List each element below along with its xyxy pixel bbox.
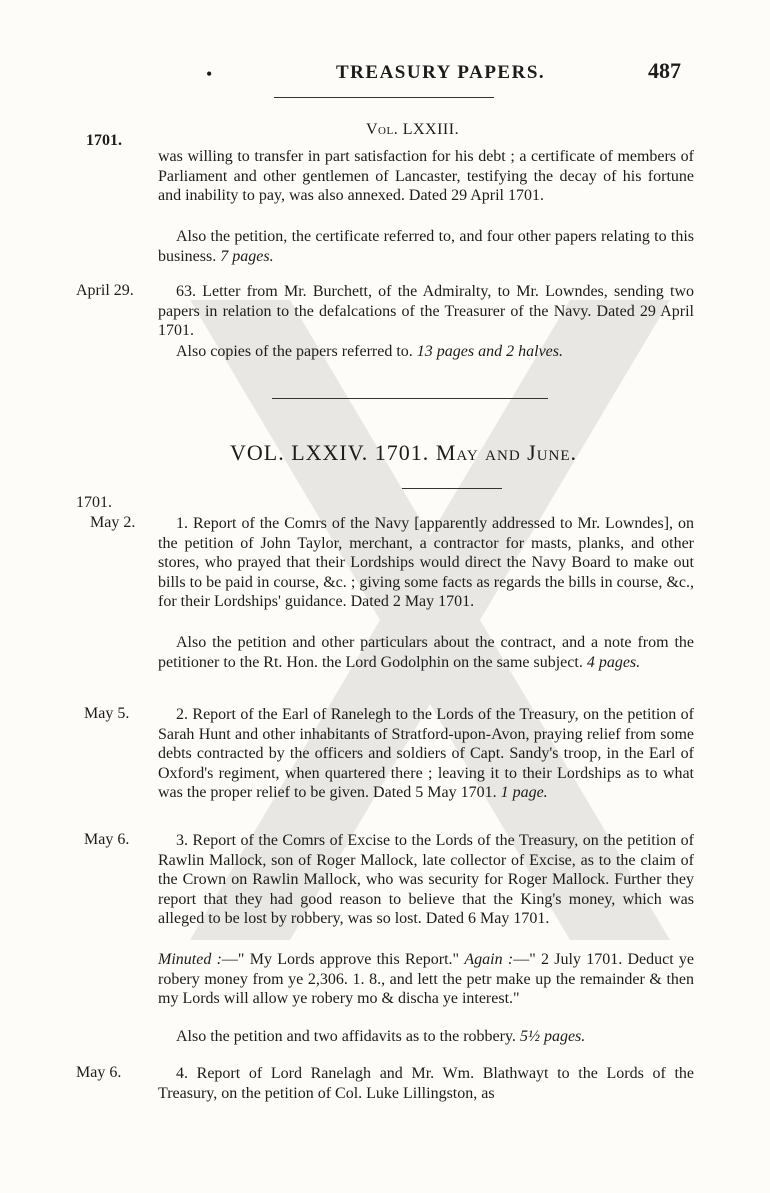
section-rule-top [272, 398, 548, 399]
margin-year: 1701. [86, 132, 122, 149]
volume-heading-months: May and June. [435, 440, 578, 465]
continued-text: was willing to transfer in part satisfaction for his debt ; a certificate of members of Parliament and other gentlemen of Lancaster, testifying the decay of his fortune and inability to pay, was also annexed. Dated 29 April 1701. [158, 148, 694, 204]
entry-text: 2. Report of the Earl of Ranelegh to the Lords of the Treasury, on the petition of Sarah Hunt and other inhabitants of Stratford-upon-Avon, praying relief from some debts contracted by the officers and soldiers of Capt. Sandy's troop, in the Earl of Oxford's regiment, when quartered there ; leaving it to their Lordships as to what was the proper relief to be given. Dated 5 May 1701. [158, 706, 694, 801]
entry-date-april-29: April 29. [76, 282, 134, 299]
entry-1-also [158, 633, 694, 672]
entry-text: 4. Report of Lord Ranelagh and Mr. Wm. Blathwayt to the Lords of the Treasury, on the petition of Col. Luke Lillingston, as [158, 1065, 694, 1102]
again-label: Again : [464, 951, 514, 968]
volume-heading-main: VOL. LXXIV. 1701. [230, 440, 430, 465]
page-count: 5½ pages. [519, 1028, 586, 1045]
also-text: Also the petition, the certificate referred to, and four other papers relating to this business. [158, 228, 694, 265]
entry-text: 3. Report of the Comrs of Excise to the Lords of the Treasury, on the petition of Rawlin Mallock, son of Roger Mallock, late collector of Excise, as to the claim of the Crown on Rawlin Mallock, who was security for Roger Mallock. Further they report that they had good reason to believe that the King's money, which was alleged to be lost by robbery, was so lost. Dated 6 May 1701. [158, 832, 694, 927]
minuted-label: Minuted : [158, 951, 222, 968]
header-dot: • [206, 64, 213, 84]
header-rule [274, 97, 494, 98]
also-text: Also copies of the papers referred to. [176, 343, 413, 360]
running-head: TREASURY PAPERS. [336, 62, 546, 83]
also-text: Also the petition and two affidavits as to the robbery. [176, 1028, 516, 1045]
entry-date-may-2: May 2. [90, 514, 136, 531]
entry-2 [158, 705, 694, 803]
volume-heading [230, 440, 577, 466]
also-paragraph [158, 227, 694, 266]
entry-date-may-5: May 5. [84, 705, 130, 722]
entry-text: 63. Letter from Mr. Burchett, of the Admiralty, to Mr. Lowndes, sending two papers in relation to the defalcations of the Treasurer of the Navy. Dated 29 April 1701. [158, 283, 694, 339]
entry-1 [158, 514, 694, 612]
page-count: 13 pages and 2 halves. [416, 343, 563, 360]
continued-paragraph [158, 147, 694, 206]
entry-date-may-6-b: May 6. [76, 1064, 122, 1081]
page-count: 1 page. [500, 784, 548, 801]
page-count: 7 pages. [220, 247, 274, 265]
also-text: Also the petition and other particulars about the contract, and a note from the petitioner to the Rt. Hon. the Lord Godolphin on the same subject. [158, 634, 694, 671]
page-count: 4 pages. [586, 653, 641, 671]
entry-text: 1. Report of the Comrs of the Navy [apparently addressed to Mr. Lowndes], on the petition of John Taylor, merchant, a contractor for masts, planks, and other stores, who prayed that their Lordships would direct the Navy Board to make out bills to be paid in course, &c. ; giving some facts as regards the bills in course, &c., for their Lordships' guidance. Dated 2 May 1701. [158, 515, 694, 610]
entry-63 [158, 282, 694, 341]
entry-3 [158, 831, 694, 929]
again-text: —" 2 July 1701. Deduct ye robery money from ye 2,306. 1. 8., and lett the petr make up the remainder & then my Lords will allow ye robery mo & discha ye interest." [158, 951, 695, 1007]
entry-63-also [158, 342, 694, 362]
entry-3-minuted [158, 950, 694, 1009]
margin-year-2: 1701. [76, 494, 112, 511]
entry-3-also [158, 1027, 694, 1047]
entry-date-may-6: May 6. [84, 831, 130, 848]
section-rule-bottom [402, 488, 502, 489]
entry-4 [158, 1064, 694, 1103]
volume-label: Vol. LXXIII. [366, 121, 460, 138]
page-number: 487 [648, 58, 681, 83]
minuted-text: —" My Lords approve this Report." [221, 951, 460, 968]
